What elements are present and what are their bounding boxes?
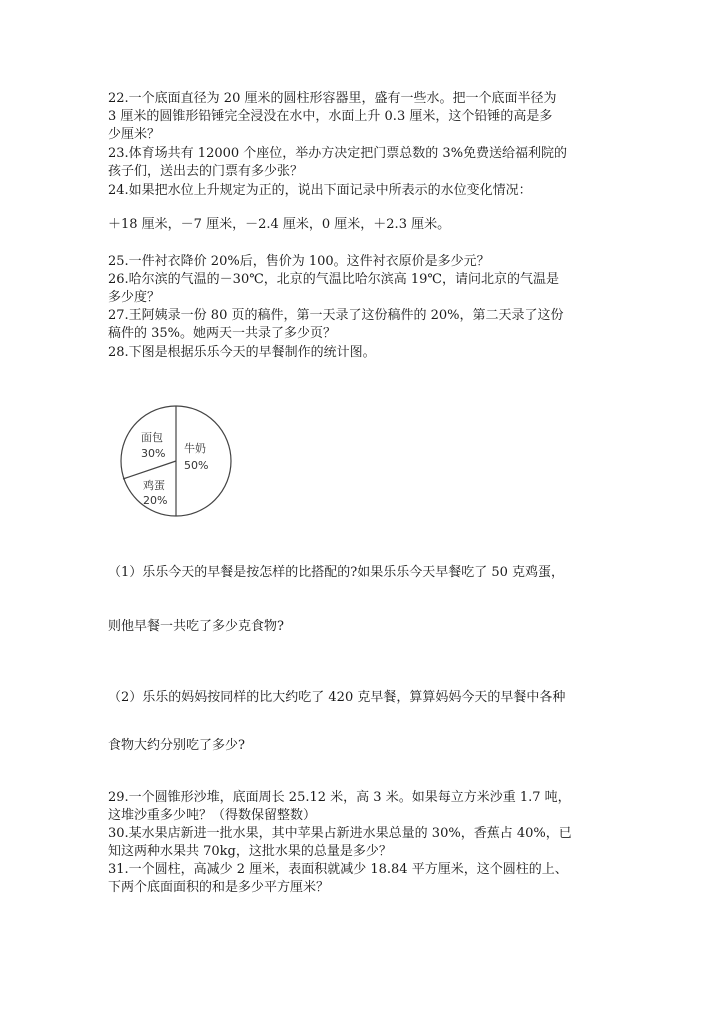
breakfast-pie-chart: [110, 400, 245, 525]
q28-text: 28.下图是根据乐乐今天的早餐制作的统计图。: [108, 345, 376, 360]
q28-sub2-text: 食物大约分别吃了多少?: [108, 738, 245, 753]
pie-slice-value-bread: 30%: [141, 447, 166, 460]
q24-records: ＋18 厘米，－7 厘米，－2.4 厘米，0 厘米，＋2.3 厘米。: [108, 217, 451, 232]
q22-text: 3 厘米的圆锥形铅锤完全浸没在水中，水面上升 0.3 厘米，这个铅锤的高是多: [108, 109, 553, 124]
q27-text: 27.王阿姨录一份 80 页的稿件，第一天录了这份稿件的 20%，第二天录了这份: [108, 308, 564, 323]
q31-text: 31.一个圆柱，高减少 2 厘米，表面积就减少 18.84 平方厘米，这个圆柱的上、: [108, 862, 568, 877]
pie-slice-label-milk: 牛奶: [184, 442, 206, 455]
pie-slice-label-egg: 鸡蛋: [143, 479, 165, 492]
q27-text: 稿件的 35%。她两天一共录了多少页？: [108, 326, 337, 341]
q23-text: 23.体育场共有 12000 个座位，举办方决定把门票总数的 3%免费送给福利院的: [108, 146, 568, 161]
pie-divider-egg: [123, 461, 176, 479]
q30-text: 30.某水果店新进一批水果，其中苹果占新进水果总量的 30%，香蕉占 40%，已: [108, 826, 572, 841]
q28-sub2-text: （2）乐乐的妈妈按同样的比大约吃了 420 克早餐，算算妈妈今天的早餐中各种: [108, 690, 566, 705]
q28-sub1-text: （1）乐乐今天的早餐是按怎样的比搭配的?如果乐乐今天早餐吃了 50 克鸡蛋，: [108, 565, 565, 580]
q28-sub1-text: 则他早餐一共吃了多少克食物?: [108, 619, 284, 634]
q22-text: 22.一个底面直径为 20 厘米的圆柱形容器里，盛有一些水。把一个底面半径为: [108, 91, 557, 106]
pie-slice-value-egg: 20%: [143, 494, 168, 507]
q26-text: 多少度？: [108, 290, 161, 305]
q29-text: 29.一个圆锥形沙堆，底面周长 25.12 米，高 3 米。如果每立方米沙重 1.7 吨，: [108, 790, 571, 805]
q30-text: 知这两种水果共 70kg，这批水果的总量是多少？: [108, 844, 392, 859]
q29-text: 这堆沙重多少吨？（得数保留整数）: [108, 808, 317, 823]
q22-text: 少厘米？: [108, 127, 161, 142]
pie-slice-label-bread: 面包: [141, 431, 163, 444]
q23-text: 孩子们，送出去的门票有多少张？: [108, 164, 304, 179]
q24-text: 24.如果把水位上升规定为正的，说出下面记录中所表示的水位变化情况：: [108, 183, 532, 198]
q25-text: 25.一件衬衣降价 20%后，售价为 100。这件衬衣原价是多少元？: [108, 254, 490, 269]
pie-slice-value-milk: 50%: [184, 459, 209, 472]
q26-text: 26.哈尔滨的气温的－30℃，北京的气温比哈尔滨高 19℃，请问北京的气温是: [108, 272, 559, 287]
q31-text: 下两个底面面积的和是多少平方厘米？: [108, 880, 330, 895]
